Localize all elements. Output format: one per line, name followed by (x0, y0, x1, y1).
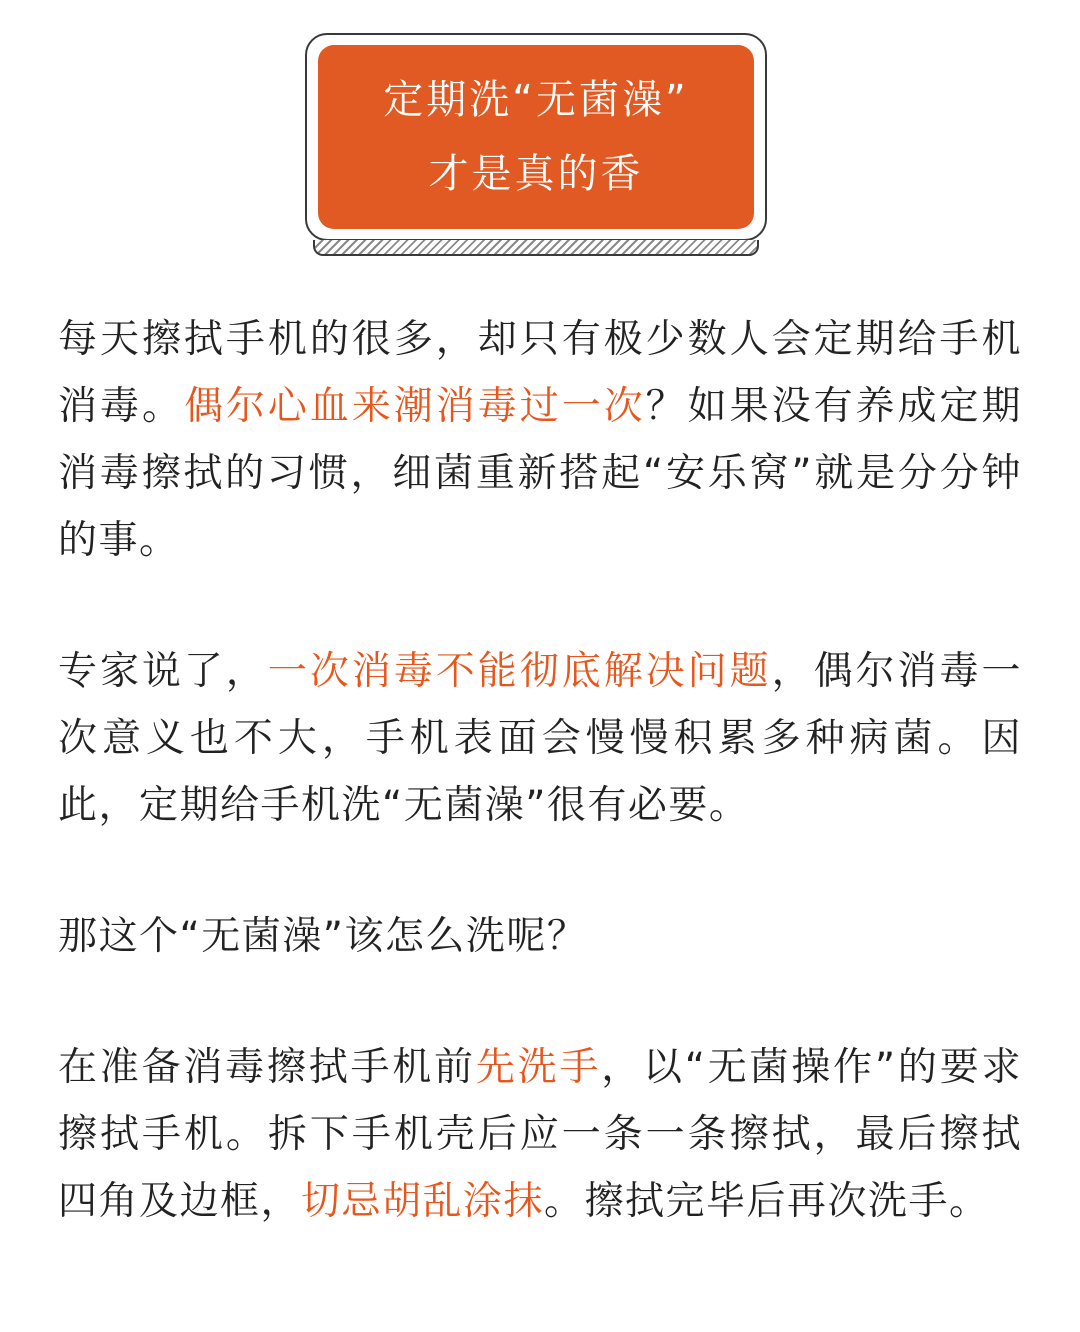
text-segment: 。擦拭完毕后再次洗手。 (544, 1179, 990, 1224)
paragraph-3 (58, 903, 1022, 970)
text-segment: 专家说了， (58, 649, 268, 694)
paragraph-4 (58, 1034, 1022, 1235)
title-line-2: 才是真的香 (428, 151, 644, 197)
text-segment: 在准备消毒擦拭手机前 (58, 1045, 476, 1090)
paragraph-1 (58, 306, 1022, 574)
highlight-segment: 先洗手 (475, 1045, 602, 1090)
paragraph-2 (58, 638, 1022, 839)
highlight-segment: 偶尔心血来潮消毒过一次 (183, 384, 646, 429)
text-segment: ？如果没有养成定期消毒擦拭的习惯，细菌重新搭起“安乐窝”就是分分钟的事。 (58, 384, 1022, 563)
text-segment: ，以“无菌操作”的要求擦拭手机。拆下手机壳后应一条一条擦拭，最后擦拭四角及边框， (58, 1045, 1022, 1224)
highlight-segment: 一次消毒不能彻底解决问题 (267, 649, 772, 694)
title-sign (305, 33, 767, 259)
title-banner (318, 45, 754, 229)
title-line-1: 定期洗“无菌澡” (383, 77, 689, 123)
highlight-segment: 切忌胡乱涂抹 (301, 1179, 545, 1224)
text-segment: 每天擦拭手机的很多，却只有极少数人会定期给手机消毒。 (58, 317, 1022, 429)
text-segment: ，偶尔消毒一次意义也不大，手机表面会慢慢积累多种病菌。因此，定期给手机洗“无菌澡”很有必要。 (58, 649, 1022, 828)
article-body (58, 306, 1022, 1299)
text-segment: 那这个“无菌澡”该怎么洗呢？ (58, 914, 588, 959)
sign-hatched-base (313, 240, 759, 256)
